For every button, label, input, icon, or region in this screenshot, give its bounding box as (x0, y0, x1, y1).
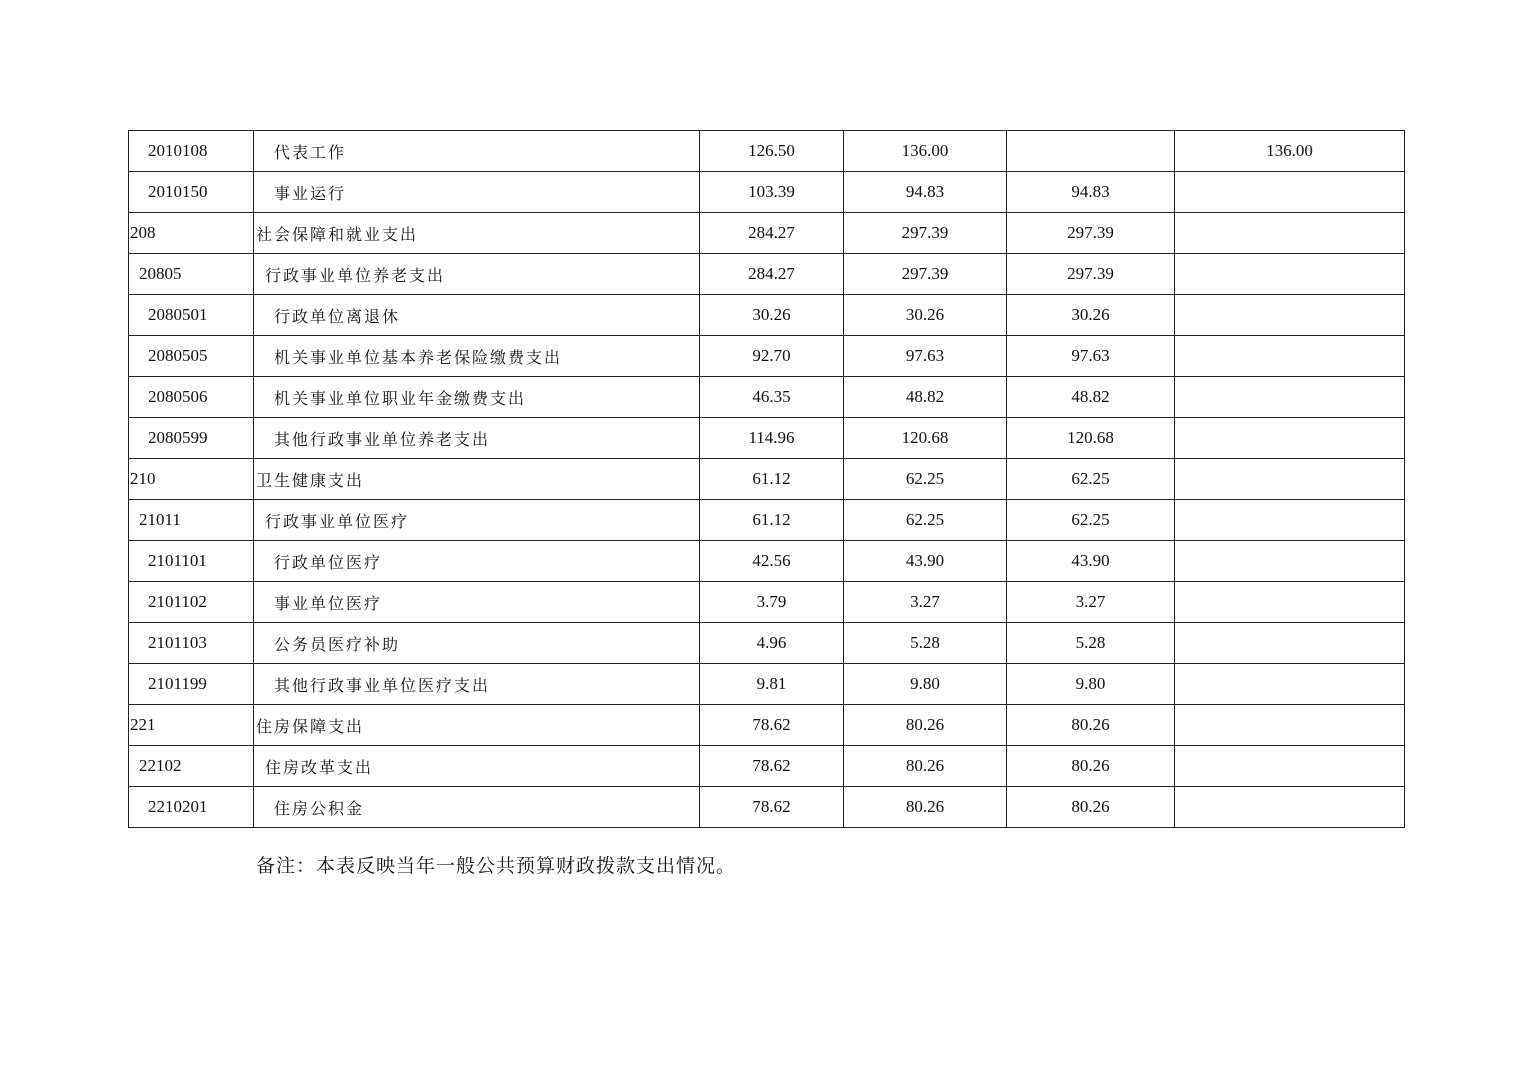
cell-value-2: 62.25 (844, 500, 1007, 541)
cell-value-3: 80.26 (1007, 705, 1175, 746)
table-row (129, 131, 1405, 172)
cell-value-1: 61.12 (700, 459, 844, 500)
cell-value-3: 43.90 (1007, 541, 1175, 582)
cell-value-1: 61.12 (700, 500, 844, 541)
cell-value-4 (1175, 459, 1405, 500)
cell-value-1: 126.50 (700, 131, 844, 172)
cell-value-2: 48.82 (844, 377, 1007, 418)
table-row (129, 746, 1405, 787)
cell-value-3: 97.63 (1007, 336, 1175, 377)
cell-value-4 (1175, 623, 1405, 664)
footnote: 备注：本表反映当年一般公共预算财政拨款支出情况。 (256, 855, 737, 877)
cell-value-2: 3.27 (844, 582, 1007, 623)
cell-value-3: 30.26 (1007, 295, 1175, 336)
table-row (129, 213, 1405, 254)
cell-value-3: 80.26 (1007, 746, 1175, 787)
cell-value-2: 5.28 (844, 623, 1007, 664)
cell-value-1: 114.96 (700, 418, 844, 459)
cell-value-4 (1175, 295, 1405, 336)
cell-value-4 (1175, 500, 1405, 541)
cell-value-3 (1007, 131, 1175, 172)
cell-value-4: 136.00 (1175, 131, 1405, 172)
cell-value-3: 5.28 (1007, 623, 1175, 664)
cell-value-1: 9.81 (700, 664, 844, 705)
cell-name: 事业单位医疗 (254, 582, 700, 623)
cell-name: 代表工作 (254, 131, 700, 172)
cell-code: 2101101 (129, 541, 254, 582)
cell-name: 住房公积金 (254, 787, 700, 828)
cell-name: 卫生健康支出 (254, 459, 700, 500)
cell-code: 21011 (129, 500, 254, 541)
table-row (129, 787, 1405, 828)
cell-name: 其他行政事业单位医疗支出 (254, 664, 700, 705)
cell-value-3: 9.80 (1007, 664, 1175, 705)
cell-value-1: 3.79 (700, 582, 844, 623)
table-row (129, 582, 1405, 623)
cell-value-3: 297.39 (1007, 213, 1175, 254)
table-row (129, 336, 1405, 377)
table-row (129, 623, 1405, 664)
cell-value-1: 46.35 (700, 377, 844, 418)
cell-value-2: 297.39 (844, 213, 1007, 254)
table-row (129, 664, 1405, 705)
cell-value-2: 120.68 (844, 418, 1007, 459)
cell-value-1: 42.56 (700, 541, 844, 582)
cell-value-1: 78.62 (700, 746, 844, 787)
cell-code: 2210201 (129, 787, 254, 828)
cell-value-4 (1175, 377, 1405, 418)
cell-value-1: 92.70 (700, 336, 844, 377)
cell-value-4 (1175, 254, 1405, 295)
cell-name: 行政单位医疗 (254, 541, 700, 582)
cell-value-3: 297.39 (1007, 254, 1175, 295)
cell-name: 社会保障和就业支出 (254, 213, 700, 254)
table-row (129, 541, 1405, 582)
cell-value-4 (1175, 746, 1405, 787)
table-row (129, 500, 1405, 541)
cell-value-1: 103.39 (700, 172, 844, 213)
cell-code: 2101199 (129, 664, 254, 705)
cell-value-4 (1175, 582, 1405, 623)
cell-value-3: 62.25 (1007, 500, 1175, 541)
cell-name: 行政事业单位养老支出 (254, 254, 700, 295)
table-row (129, 418, 1405, 459)
cell-value-2: 80.26 (844, 787, 1007, 828)
budget-table (128, 130, 1405, 828)
cell-value-2: 62.25 (844, 459, 1007, 500)
cell-code: 208 (129, 213, 254, 254)
cell-name: 行政事业单位医疗 (254, 500, 700, 541)
cell-name: 机关事业单位基本养老保险缴费支出 (254, 336, 700, 377)
cell-value-3: 94.83 (1007, 172, 1175, 213)
cell-value-1: 284.27 (700, 254, 844, 295)
cell-name: 住房改革支出 (254, 746, 700, 787)
cell-value-1: 284.27 (700, 213, 844, 254)
cell-code: 2080599 (129, 418, 254, 459)
cell-name: 其他行政事业单位养老支出 (254, 418, 700, 459)
cell-value-3: 48.82 (1007, 377, 1175, 418)
cell-code: 2080501 (129, 295, 254, 336)
cell-value-3: 120.68 (1007, 418, 1175, 459)
table-row (129, 172, 1405, 213)
cell-code: 2101103 (129, 623, 254, 664)
table-row (129, 254, 1405, 295)
cell-value-2: 80.26 (844, 746, 1007, 787)
cell-value-4 (1175, 418, 1405, 459)
table-row (129, 377, 1405, 418)
cell-name: 住房保障支出 (254, 705, 700, 746)
table-row (129, 459, 1405, 500)
cell-value-1: 30.26 (700, 295, 844, 336)
cell-value-4 (1175, 172, 1405, 213)
cell-value-4 (1175, 336, 1405, 377)
cell-code: 2080505 (129, 336, 254, 377)
cell-name: 机关事业单位职业年金缴费支出 (254, 377, 700, 418)
cell-code: 221 (129, 705, 254, 746)
cell-value-2: 9.80 (844, 664, 1007, 705)
cell-code: 210 (129, 459, 254, 500)
cell-value-2: 80.26 (844, 705, 1007, 746)
cell-value-4 (1175, 705, 1405, 746)
cell-value-4 (1175, 213, 1405, 254)
cell-value-1: 78.62 (700, 705, 844, 746)
cell-value-3: 3.27 (1007, 582, 1175, 623)
cell-value-1: 4.96 (700, 623, 844, 664)
table-row (129, 705, 1405, 746)
cell-code: 2010108 (129, 131, 254, 172)
table-body (129, 131, 1405, 828)
cell-value-4 (1175, 664, 1405, 705)
cell-code: 2080506 (129, 377, 254, 418)
cell-name: 事业运行 (254, 172, 700, 213)
cell-code: 20805 (129, 254, 254, 295)
cell-value-2: 30.26 (844, 295, 1007, 336)
cell-value-1: 78.62 (700, 787, 844, 828)
cell-name: 行政单位离退休 (254, 295, 700, 336)
cell-name: 公务员医疗补助 (254, 623, 700, 664)
cell-value-2: 297.39 (844, 254, 1007, 295)
cell-code: 2010150 (129, 172, 254, 213)
cell-value-2: 94.83 (844, 172, 1007, 213)
cell-value-3: 80.26 (1007, 787, 1175, 828)
table-row (129, 295, 1405, 336)
cell-value-3: 62.25 (1007, 459, 1175, 500)
cell-value-2: 97.63 (844, 336, 1007, 377)
cell-value-4 (1175, 787, 1405, 828)
cell-code: 2101102 (129, 582, 254, 623)
cell-code: 22102 (129, 746, 254, 787)
cell-value-2: 43.90 (844, 541, 1007, 582)
cell-value-4 (1175, 541, 1405, 582)
cell-value-2: 136.00 (844, 131, 1007, 172)
